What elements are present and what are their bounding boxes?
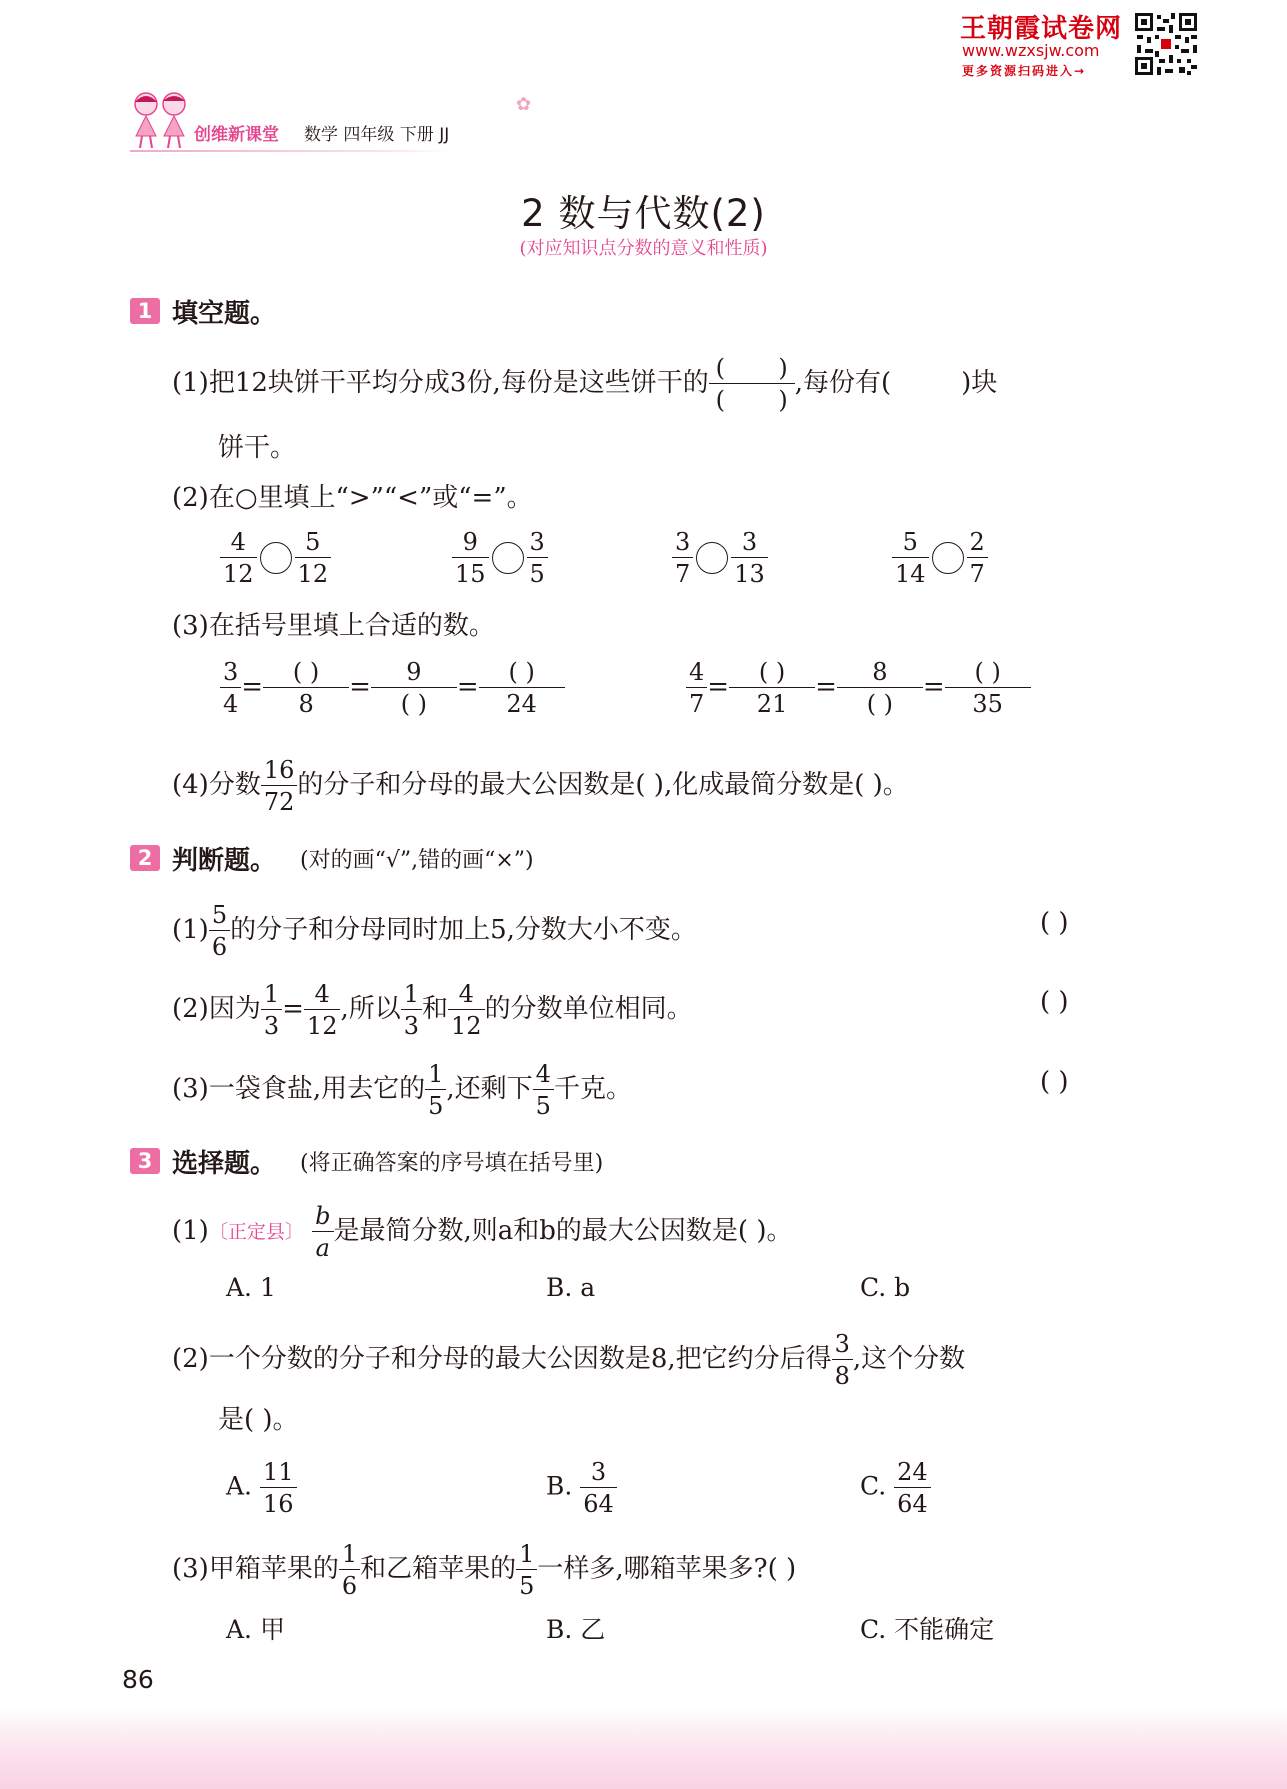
- fraction-blank[interactable]: $\frac{( )}{21}$: [729, 660, 815, 716]
- region-tag: 〔正定县〕: [208, 1221, 304, 1243]
- fraction-blank[interactable]: $\frac{( )}{24}$: [479, 660, 565, 716]
- question-text: 饼干。: [218, 433, 297, 463]
- book-info: 数学 四年级 下册 JJ: [304, 125, 450, 145]
- brand-subtitle: 更多资源扫码进入→: [962, 64, 1087, 78]
- compare-circle[interactable]: [696, 542, 728, 574]
- fraction-blank[interactable]: $\frac{9}{( )}$: [371, 660, 457, 716]
- page-title: 2 数与代数(2): [521, 192, 766, 235]
- equation-right: $\frac{4}{7}$ = $\frac{( )}{21}$ = $\frac{8}{( )}$ = $\frac{( )}{35}$: [686, 660, 1031, 716]
- option-a[interactable]: A. $\frac{11}{16}$: [226, 1460, 297, 1516]
- page-number: 86: [122, 1665, 154, 1694]
- section-note: (对的画“√”,错的画“×”): [300, 848, 534, 873]
- question-text: )块: [961, 368, 998, 398]
- section-note: (将正确答案的序号填在括号里): [300, 1151, 604, 1176]
- compare-item: $\frac{4}{12}$ $\frac{5}{12}$: [220, 530, 331, 586]
- answer-blank[interactable]: ( ): [1040, 987, 1069, 1017]
- compare-circle[interactable]: [932, 542, 964, 574]
- option-a[interactable]: A. 1: [226, 1273, 276, 1302]
- section-title: 选择题。: [172, 1149, 277, 1179]
- brand-name: 王朝霞试卷网: [960, 14, 1123, 44]
- page-subtitle: (对应知识点分数的意义和性质): [519, 238, 768, 259]
- fraction-blank[interactable]: $\frac{( )}{( )}$: [709, 356, 795, 412]
- series-name: 创维新课堂: [194, 125, 279, 145]
- fraction-blank[interactable]: $\frac{( )}{8}$: [263, 660, 349, 716]
- kids-illustration-icon: [124, 88, 196, 154]
- option-a[interactable]: A. 甲: [226, 1615, 285, 1644]
- fill-question-3: (3)在括号里填上合适的数。: [172, 611, 495, 641]
- fill-question-2: (2)在○里填上“>”“<”或“=”。: [172, 483, 533, 513]
- compare-item: $\frac{3}{7}$ $\frac{3}{13}$: [672, 530, 768, 586]
- question-text: (1)把12块饼干平均分成3份,每份是这些饼干的: [172, 368, 709, 398]
- section-number: 2: [130, 845, 160, 871]
- compare-item: $\frac{5}{14}$ $\frac{2}{7}$: [892, 530, 988, 586]
- answer-blank[interactable]: ( ): [1040, 908, 1069, 938]
- section-number: 3: [130, 1148, 160, 1174]
- judge-question-2: (2)因为 $\frac{1}{3}$ = $\frac{4}{12}$ ,所以 $\frac{1}{3}$ 和 $\frac{4}{12}$ 的分数单位相同。: [172, 980, 693, 1040]
- question-text: 是( )。: [218, 1405, 299, 1435]
- option-c[interactable]: C. $\frac{24}{64}$: [860, 1460, 931, 1516]
- question-text: ,每份有(: [794, 368, 892, 398]
- choice-question-2: (2)一个分数的分子和分母的最大公因数是8,把它约分后得 $\frac{3}{8}$ ,这个分数: [172, 1330, 966, 1390]
- fraction-blank[interactable]: $\frac{( )}{35}$: [945, 660, 1031, 716]
- judge-question-1: (1) $\frac{5}{6}$ 的分子和分母同时加上5,分数大小不变。: [172, 901, 697, 961]
- compare-item: $\frac{9}{15}$ $\frac{3}{5}$: [452, 530, 548, 586]
- section-title: 判断题。: [172, 846, 277, 876]
- section-title: 填空题。: [172, 299, 277, 329]
- equation-left: $\frac{3}{4}$ = $\frac{( )}{8}$ = $\frac{9}{( )}$ = $\frac{( )}{24}$: [220, 660, 565, 716]
- option-c[interactable]: C. b: [860, 1273, 911, 1302]
- fill-question-1: [172, 356, 997, 412]
- section-number: 1: [130, 298, 160, 324]
- choice-question-1: (1)〔正定县〕 $\frac{b}{a}$ 是最简分数,则a和b的最大公因数是( )。: [172, 1202, 793, 1262]
- flower-icon: ✿: [516, 94, 532, 115]
- choice-question-3: (3)甲箱苹果的 $\frac{1}{6}$ 和乙箱苹果的 $\frac{1}{5}$ 一样多,哪箱苹果多?( ): [172, 1540, 797, 1600]
- option-b[interactable]: B. $\frac{3}{64}$: [546, 1460, 617, 1516]
- brand-url: www.wzxsjw.com: [962, 41, 1100, 60]
- compare-circle[interactable]: [260, 542, 292, 574]
- fraction-blank[interactable]: $\frac{8}{( )}$: [837, 660, 923, 716]
- qr-code-icon[interactable]: [1133, 11, 1199, 77]
- header-divider: [130, 150, 450, 152]
- answer-blank[interactable]: ( ): [1040, 1067, 1069, 1097]
- footer-band: [0, 1708, 1287, 1789]
- option-b[interactable]: B. 乙: [546, 1615, 606, 1644]
- option-b[interactable]: B. a: [546, 1273, 596, 1302]
- option-c[interactable]: C. 不能确定: [860, 1615, 995, 1644]
- judge-question-3: (3)一袋食盐,用去它的 $\frac{1}{5}$ ,还剩下 $\frac{4}{5}$ 千克。: [172, 1060, 632, 1120]
- compare-circle[interactable]: [492, 542, 524, 574]
- fill-question-4: (4)分数 $\frac{16}{72}$ 的分子和分母的最大公因数是( ),化成最简分数是( )。: [172, 756, 909, 816]
